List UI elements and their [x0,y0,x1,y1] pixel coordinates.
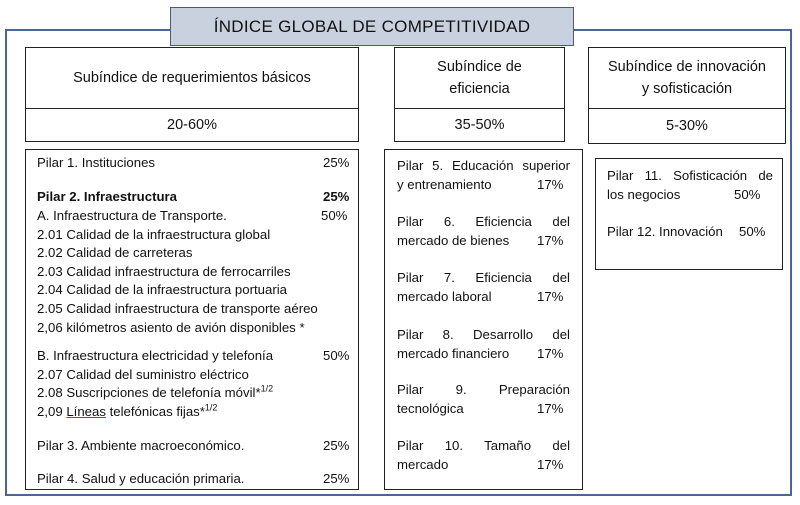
indicator-2-09-underlined: Líneas [66,404,106,419]
pillar-1-pct: 25% [323,155,350,170]
main-title: ÍNDICE GLOBAL DE COMPETITIVIDAD [170,7,574,46]
indicator-2-07: 2.07 Calidad del suministro eléctrico [37,367,249,382]
subindex-efficiency-header [394,47,565,109]
pillar-7-pct: 17% [537,289,564,304]
pillar-5-line2: y entrenamiento [397,177,492,192]
pillar-8-line1: Pilar 8. Desarrollo del [397,327,570,342]
infra-transport-label: A. Infraestructura de Transporte. [37,208,227,223]
pillar-7-line2: mercado laboral [397,289,492,304]
pillar-12-label: Pilar 12. Innovación [607,224,723,239]
pillar-10-pct: 17% [537,457,564,472]
subindex-innovation-header-line1: Subíndice de innovación [607,59,766,75]
indicator-2-09-post: telefónicas fijas* [105,404,205,419]
pillar-5-line1: Pilar 5. Educación superior [397,158,570,173]
pillar-5-pct: 17% [537,177,564,192]
indicator-2-02: 2.02 Calidad de carreteras [37,245,193,260]
pillar-8-pct: 17% [537,346,564,361]
indicator-2-01: 2.01 Calidad de la infraestructura global [37,227,271,242]
indicator-2-09 [37,404,217,419]
subindex-innovation-pillars [595,158,783,270]
subindex-efficiency-range [394,108,565,142]
infra-transport-pct: 50% [321,208,348,223]
subindex-basic-header [25,47,359,109]
subindex-efficiency-range-text: 35-50% [454,117,505,133]
subindex-efficiency-pillars [384,149,583,490]
subindex-basic-header-text: Subíndice de requerimientos básicos [73,70,311,86]
indicator-2-09-sup: 1/2 [204,402,218,413]
indicator-2-08 [37,385,273,400]
pillar-6-line1: Pilar 6. Eficiencia del [397,214,570,229]
indicator-2-09-pre: 2,09 [37,404,67,419]
pillar-6-pct: 17% [537,233,564,248]
indicator-2-06: 2,06 kilómetros asiento de avión disponibles * [37,320,305,335]
pillar-11-line2: los negocios [607,187,681,202]
pillar-11-pct: 50% [734,187,761,202]
pillar-2-label: Pilar 2. Infraestructura [37,189,177,204]
pillar-8-line2: mercado financiero [397,346,510,361]
pillar-4-label: Pilar 4. Salud y educación primaria. [37,471,245,486]
indicator-2-05: 2.05 Calidad infraestructura de transporte aéreo [37,301,318,316]
pillar-4-pct: 25% [323,471,350,486]
indicator-2-08-text: 2.08 Suscripciones de telefonía móvil* [37,385,261,400]
subindex-basic-range-text: 20-60% [167,117,217,133]
subindex-efficiency-header-line2: eficiencia [449,81,510,97]
pillar-3-pct: 25% [323,438,350,453]
subindex-innovation-range-text: 5-30% [666,118,708,134]
pillar-3-label: Pilar 3. Ambiente macroeconómico. [37,438,245,453]
pillar-7-line1: Pilar 7. Eficiencia del [397,270,570,285]
subindex-innovation-header [588,47,786,109]
pillar-10-line1: Pilar 10. Tamaño del [397,438,570,453]
indicator-2-08-sup: 1/2 [260,383,274,394]
subindex-innovation-range [588,108,786,144]
pillar-10-line2: mercado [397,457,449,472]
indicator-2-04: 2.04 Calidad de la infraestructura portuaria [37,282,287,297]
pillar-12-pct: 50% [739,224,766,239]
pillar-2-pct: 25% [323,189,350,204]
subindex-basic-pillars [25,149,359,490]
pillar-9-line2: tecnológica [397,401,464,416]
pillar-6-line2: mercado de bienes [397,233,510,248]
pillar-1-label: Pilar 1. Instituciones [37,155,156,170]
subindex-basic-range [25,108,359,142]
infra-electricity-label: B. Infraestructura electricidad y telefonía [37,348,274,363]
pillar-9-line1: Pilar 9. Preparación [397,382,570,397]
subindex-innovation-header-line2: y sofisticación [641,81,733,97]
pillar-9-pct: 17% [537,401,564,416]
subindex-efficiency-header-line1: Subíndice de [437,59,522,75]
indicator-2-03: 2.03 Calidad infraestructura de ferrocarriles [37,264,291,279]
infra-electricity-pct: 50% [323,348,350,363]
pillar-11-line1: Pilar 11. Sofisticación de [607,168,773,183]
